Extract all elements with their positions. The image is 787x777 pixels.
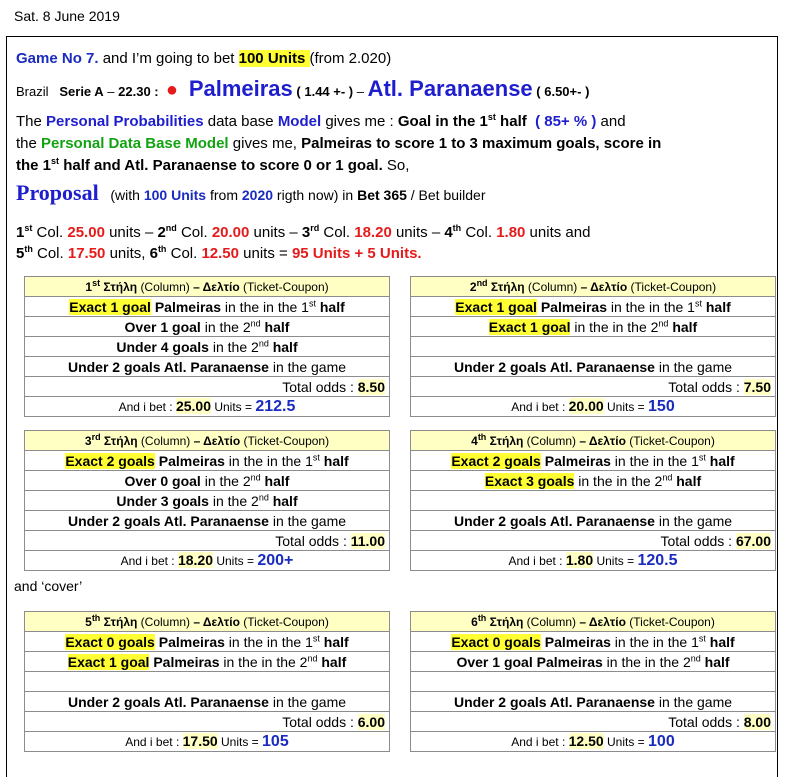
ticket-number: 3 (84, 433, 92, 448)
bet-amount: 1.80 (565, 552, 594, 568)
match-time: 22.30 : (118, 84, 159, 99)
odds-label: Total odds : (282, 713, 358, 730)
col-units-value: 12.50 (201, 245, 239, 262)
ticket-selection-row (411, 511, 776, 531)
ticket-selection-row (411, 317, 776, 337)
selection-half: half (319, 452, 349, 469)
model-line-2 (16, 135, 661, 152)
selection-highlight: Exact 1 goal (69, 298, 151, 315)
ticket-coupon-greek: – Δελτίο (577, 279, 631, 294)
ticket-column-greek: Στήλη (487, 279, 528, 294)
col-label: Col. (176, 224, 212, 241)
ticket-number: 4 (471, 433, 478, 448)
selection-suffix: nd (662, 471, 673, 482)
selection-half: half (701, 298, 731, 315)
proposal-builder: / Bet builder (406, 187, 486, 203)
ticket-coupon-greek: – Δελτίο (576, 614, 630, 629)
ticket-number-suffix: th (477, 612, 487, 623)
bet-result: 120.5 (637, 552, 678, 569)
ticket-coupon-greek: – Δελτίο (189, 279, 244, 294)
proposal-label: Proposal (16, 180, 99, 205)
col-units-text: units and (525, 224, 591, 241)
selection-text: in the game (654, 693, 733, 710)
ticket-number: 1 (85, 279, 93, 294)
proposal-from: from (206, 187, 242, 203)
col-suffix: th (157, 244, 167, 254)
model-word: Model (277, 113, 322, 130)
away-odds: ( 6.50+- ) (536, 84, 590, 99)
bet-label: And i bet : (125, 735, 183, 749)
game-from: (from 2.020) (309, 50, 392, 67)
ticket-column-en: (Column) (140, 614, 191, 629)
col-number: 3 (301, 224, 311, 241)
odds-value: 6.00 (357, 713, 385, 730)
proposal-rigth: rigth now) in (273, 187, 358, 203)
ticket-column-greek: Στήλη (100, 433, 141, 448)
selection-highlight: Exact 2 goals (65, 452, 155, 469)
selection-half: half (705, 633, 735, 650)
selection-bold: Palmeiras (536, 298, 607, 315)
selection-suffix: st (312, 632, 320, 643)
selection-bold: Under 2 goals Atl. Paranaense (67, 512, 269, 529)
ticket-selection-row (411, 451, 776, 471)
selection-half: half (260, 318, 290, 335)
model-gives: gives me : (321, 113, 398, 130)
bet-units: Units = (213, 554, 258, 568)
cover-text: and ‘cover’ (14, 578, 83, 594)
bet-amount: 17.50 (182, 733, 218, 749)
col-summary-item (302, 224, 444, 241)
ticket-table (24, 430, 390, 571)
ticket-table (410, 276, 776, 417)
ticket-selection-row (25, 337, 390, 357)
selection-bold: Palmeiras (154, 633, 225, 650)
selection-text: in the game (654, 358, 733, 375)
proposal-units: 100 Units (143, 187, 207, 203)
bet-amount: 12.50 (568, 733, 604, 749)
col-units-text: units – (104, 224, 158, 241)
selection-bold: Over 1 goal (124, 318, 201, 335)
col-units-value: 20.00 (211, 224, 250, 241)
col-label: Col. (32, 224, 68, 241)
ticket-number: 2 (469, 279, 477, 294)
bet-units: Units = (603, 735, 649, 749)
bet-units: Units = (593, 554, 638, 568)
bet-result: 200+ (257, 552, 294, 569)
ticket-total-odds (25, 377, 390, 397)
ticket-column-en: (Column) (140, 279, 190, 294)
selection-half: half (268, 338, 298, 355)
selection-text: in the in the 1 (224, 633, 313, 650)
model-goal: Goal in the 1st half (397, 112, 527, 130)
game-line (16, 50, 391, 67)
ticket-selection-row (25, 491, 390, 511)
odds-value: 67.00 (735, 532, 771, 549)
selection-bold: Palmeiras (540, 452, 611, 469)
selection-bold: Over 1 goal Palmeiras (456, 653, 603, 670)
col-label: Col. (461, 224, 497, 241)
selection-text: in the in the 2 (570, 318, 659, 335)
personal-probabilities: Personal Probabilities (46, 113, 204, 130)
col-suffix: nd (165, 223, 177, 233)
selection-bold: Under 4 goals (116, 338, 209, 355)
post-date: Sat. 8 June 2019 (14, 8, 120, 24)
bet-result: 150 (648, 398, 675, 415)
ticket-selection-row (25, 692, 390, 712)
ticket-table (24, 276, 390, 417)
selection-suffix: st (698, 632, 706, 643)
model-the-2: the (16, 135, 42, 152)
model-line-3 (16, 157, 409, 174)
bet-result: 105 (262, 733, 289, 750)
selection-suffix: nd (658, 317, 669, 328)
bet-label: And i bet : (511, 400, 569, 414)
ticket-selection-row (25, 632, 390, 652)
ticket-bet-line (25, 397, 390, 417)
selection-bold: Under 2 goals Atl. Paranaense (453, 512, 655, 529)
selection-highlight: Exact 1 goal (488, 318, 571, 335)
bet-units: Units = (603, 400, 649, 414)
model-prediction: Palmeiras to score 1 to 3 maximum goals, score in (301, 135, 662, 152)
bet-label: And i bet : (118, 400, 176, 414)
col-summary-item (444, 224, 590, 241)
odds-label: Total odds : (282, 378, 358, 395)
selection-text: in the in the 2 (574, 472, 663, 489)
col-label: Col. (319, 224, 355, 241)
model-so: So, (382, 157, 410, 174)
col-suffix: th (24, 244, 33, 254)
ticket-bet-line (411, 732, 776, 752)
odds-value: 7.50 (743, 378, 771, 395)
ticket-selection-row (25, 652, 390, 672)
selection-half: half (705, 452, 735, 469)
selection-text: in the 2 (208, 492, 259, 509)
cols-line-2 (16, 245, 422, 262)
ticket-header (25, 277, 390, 297)
selection-highlight: Exact 1 goal (67, 653, 150, 670)
ticket-selection-row (25, 471, 390, 491)
ticket-header (411, 612, 776, 632)
selection-half: half (315, 298, 345, 315)
proposal-year: 2020 (241, 187, 274, 203)
col-units-text: units – (391, 224, 445, 241)
selection-text: in the in the 1 (221, 298, 309, 315)
ticket-table (24, 611, 390, 752)
selection-bold: Palmeiras (540, 633, 611, 650)
ticket-coupon-greek: – Δελτίο (576, 433, 630, 448)
selection-highlight: Exact 3 goals (484, 472, 575, 489)
model-the: The (16, 113, 47, 130)
odds-label: Total odds : (275, 532, 351, 549)
odds-label: Total odds : (668, 713, 744, 730)
cols-total: 95 Units + 5 Units. (291, 245, 422, 262)
col-units-text: units, (105, 245, 150, 262)
selection-half: half (319, 633, 349, 650)
col-number: 6 (149, 245, 158, 262)
model-percent: ( 85+ % ) (535, 113, 597, 130)
ticket-number: 6 (471, 614, 478, 629)
selection-highlight: Exact 0 goals (65, 633, 155, 650)
selection-highlight: Exact 1 goal (455, 298, 537, 315)
selection-half: half (668, 318, 698, 335)
home-odds: ( 1.44 +- ) (296, 84, 354, 99)
ticket-coupon-greek: – Δελτίο (190, 433, 244, 448)
selection-text: in the 2 (208, 338, 259, 355)
ticket-selection-row (411, 692, 776, 712)
bet-result: 212.5 (255, 398, 296, 415)
ticket-header (411, 277, 776, 297)
ticket-number-suffix: st (92, 277, 101, 288)
ticket-selection-row (411, 672, 776, 692)
ticket-selection-row (411, 297, 776, 317)
selection-suffix: nd (250, 317, 261, 328)
ticket-selection-row (411, 632, 776, 652)
bullet-dot-icon: ● (165, 79, 178, 101)
match-dash: – (103, 84, 119, 99)
selection-highlight: Exact 0 goals (451, 633, 541, 650)
model-gives-2: gives me, (228, 135, 302, 152)
col-units-value: 17.50 (67, 245, 106, 262)
ticket-number-suffix: th (477, 431, 487, 442)
selection-suffix: st (694, 297, 702, 308)
col-suffix: th (452, 223, 462, 233)
odds-value: 8.50 (357, 378, 385, 395)
game-units: 100 Units (238, 50, 310, 67)
selection-text: in the in the 1 (610, 633, 699, 650)
bet-units: Units = (217, 735, 263, 749)
ticket-selection-row (411, 337, 776, 357)
game-text: and I’m going to bet (98, 50, 239, 67)
ticket-selection-row (25, 451, 390, 471)
bet-amount: 20.00 (568, 398, 604, 414)
ticket-column-en: (Column) (526, 433, 577, 448)
proposal-with: (with (110, 187, 144, 203)
ticket-column-greek: Στήλη (486, 433, 527, 448)
col-units-value: 18.20 (354, 224, 392, 241)
selection-half: half (268, 492, 298, 509)
col-suffix: rd (310, 223, 320, 233)
ticket-total-odds (25, 712, 390, 732)
cols-line-1 (16, 224, 590, 241)
col-suffix: st (24, 223, 33, 233)
selection-bold: Palmeiras (150, 298, 221, 315)
personal-db-model: Personal Data Base Model (41, 135, 229, 152)
col-units-text: units = (239, 245, 292, 262)
bet-label: And i bet : (120, 554, 178, 568)
selection-half: half (317, 653, 347, 670)
selection-half: half (260, 472, 290, 489)
odds-value: 8.00 (743, 713, 771, 730)
col-summary-item (16, 224, 157, 241)
ticket-selection-row (25, 672, 390, 692)
model-db: data base (203, 113, 278, 130)
ticket-bet-line (411, 397, 776, 417)
ticket-column-en: (Column) (140, 433, 191, 448)
col-number: 1 (16, 224, 25, 241)
selection-suffix: st (308, 297, 316, 308)
col-number: 5 (16, 245, 25, 262)
ticket-coupon-en: (Ticket-Coupon) (629, 433, 715, 448)
col-units-text: units – (249, 224, 302, 241)
odds-value: 11.00 (350, 532, 385, 549)
ticket-selection-row (411, 471, 776, 491)
selection-text: in the in the 1 (610, 452, 699, 469)
ticket-column-greek: Στήλη (100, 279, 141, 294)
selection-text: in the in the 1 (607, 298, 695, 315)
proposal-bet365: Bet 365 (357, 187, 407, 203)
model-line-1 (16, 113, 626, 130)
selection-half: half (672, 472, 702, 489)
ticket-coupon-en: (Ticket-Coupon) (243, 433, 330, 448)
odds-label: Total odds : (660, 532, 736, 549)
ticket-coupon-en: (Ticket-Coupon) (243, 279, 329, 294)
ticket-selection-row (411, 491, 776, 511)
ticket-header (411, 431, 776, 451)
ticket-bet-line (411, 551, 776, 571)
selection-suffix: nd (690, 652, 701, 663)
ticket-total-odds (411, 531, 776, 551)
away-team: Atl. Paranaense (367, 76, 533, 101)
col-label: Col. (32, 245, 68, 262)
home-team: Palmeiras (188, 76, 293, 101)
ticket-coupon-en: (Ticket-Coupon) (630, 279, 717, 294)
col-summary-item (16, 245, 150, 262)
ticket-total-odds (25, 531, 390, 551)
col-number: 2 (157, 224, 166, 241)
selection-bold: Over 0 goal (124, 472, 201, 489)
ticket-total-odds (411, 377, 776, 397)
selection-bold: Palmeiras (149, 653, 220, 670)
ticket-selection-row (411, 357, 776, 377)
ticket-number-suffix: rd (91, 431, 101, 442)
ticket-column-greek: Στήλη (486, 614, 527, 629)
ticket-header (25, 431, 390, 451)
selection-text: in the in the 2 (219, 653, 308, 670)
ticket-selection-row (25, 357, 390, 377)
selection-bold: Palmeiras (154, 452, 225, 469)
model-prediction-2: the 1st half and Atl. Paranaense to score 0 or 1 goal. (16, 156, 383, 174)
bet-label: And i bet : (511, 735, 569, 749)
selection-suffix: st (698, 451, 706, 462)
selection-text: in the in the 2 (602, 653, 691, 670)
ticket-coupon-en: (Ticket-Coupon) (629, 614, 715, 629)
selection-text: in the game (268, 358, 347, 375)
selection-text: in the game (268, 693, 347, 710)
ticket-number-suffix: nd (476, 277, 488, 288)
bet-result: 100 (648, 733, 675, 750)
odds-label: Total odds : (668, 378, 744, 395)
ticket-coupon-greek: – Δελτίο (190, 614, 244, 629)
bet-amount: 25.00 (175, 398, 211, 414)
selection-suffix: nd (258, 491, 269, 502)
ticket-selection-row (411, 652, 776, 672)
col-summary-item (157, 224, 301, 241)
match-country: Brazil (16, 84, 49, 99)
game-title: Game No 7. (16, 50, 99, 67)
ticket-selection-row (25, 511, 390, 531)
ticket-table (410, 611, 776, 752)
selection-text: in the game (654, 512, 733, 529)
ticket-header (25, 612, 390, 632)
col-number: 4 (444, 224, 453, 241)
bet-units: Units = (211, 400, 256, 414)
selection-suffix: nd (307, 652, 318, 663)
selection-half: half (700, 653, 730, 670)
col-units-value: 1.80 (496, 224, 526, 241)
ticket-bet-line (25, 732, 390, 752)
ticket-table (410, 430, 776, 571)
proposal-line (16, 180, 486, 206)
ticket-column-en: (Column) (527, 279, 578, 294)
bet-label: And i bet : (508, 554, 566, 568)
bet-amount: 18.20 (177, 552, 213, 568)
selection-bold: Under 2 goals Atl. Paranaense (453, 358, 655, 375)
selection-text: in the 2 (200, 472, 251, 489)
ticket-number: 5 (85, 614, 92, 629)
selection-bold: Under 3 goals (116, 492, 209, 509)
selection-bold: Under 2 goals Atl. Paranaense (67, 358, 269, 375)
col-label: Col. (166, 245, 202, 262)
ticket-number-suffix: th (91, 612, 101, 623)
col-units-value: 25.00 (67, 224, 105, 241)
match-league: Serie A (59, 84, 104, 99)
selection-text: in the in the 1 (224, 452, 313, 469)
ticket-selection-row (25, 317, 390, 337)
selection-suffix: st (312, 451, 320, 462)
model-and: and (596, 113, 626, 130)
selection-suffix: nd (250, 471, 261, 482)
selection-text: in the 2 (200, 318, 251, 335)
ticket-total-odds (411, 712, 776, 732)
ticket-selection-row (25, 297, 390, 317)
col-summary-item (150, 245, 292, 262)
match-sep: – (353, 84, 368, 99)
ticket-coupon-en: (Ticket-Coupon) (243, 614, 329, 629)
ticket-column-greek: Στήλη (100, 614, 141, 629)
ticket-column-en: (Column) (526, 614, 577, 629)
selection-text: in the game (268, 512, 347, 529)
selection-bold: Under 2 goals Atl. Paranaense (453, 693, 655, 710)
selection-suffix: nd (258, 337, 269, 348)
match-line (16, 76, 589, 102)
ticket-bet-line (25, 551, 390, 571)
selection-bold: Under 2 goals Atl. Paranaense (67, 693, 269, 710)
selection-highlight: Exact 2 goals (451, 452, 541, 469)
